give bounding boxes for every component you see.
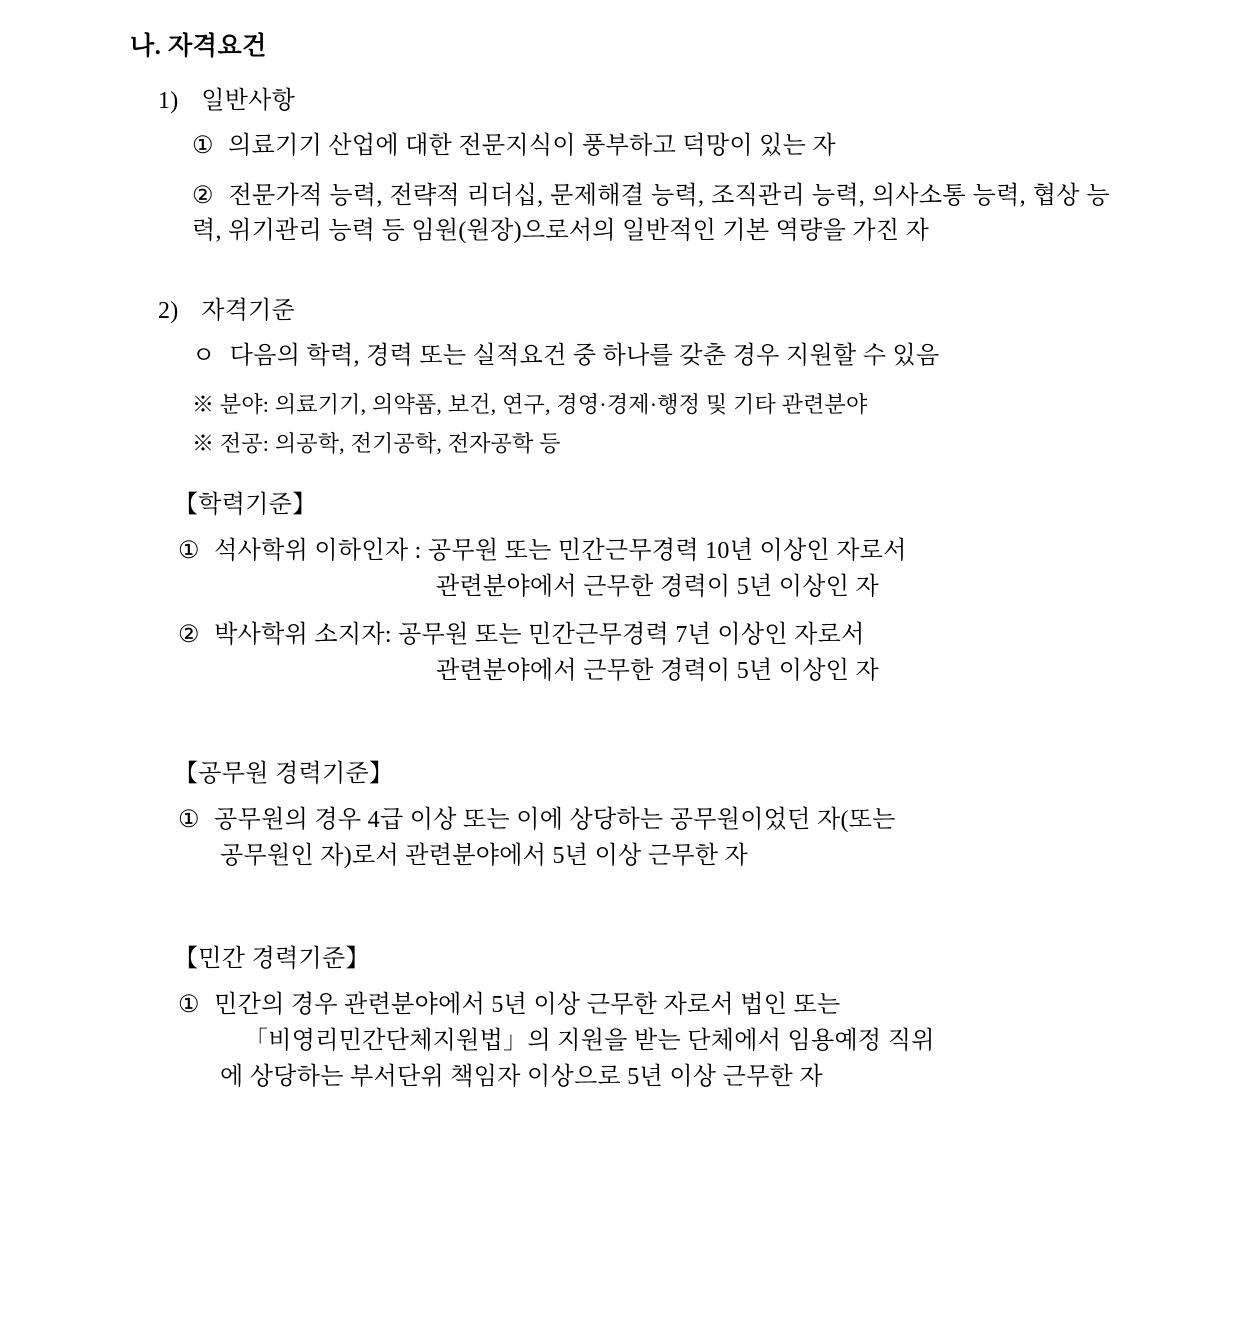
- education-item-line1: 박사학위 소지자: 공무원 또는 민간근무경력 7년 이상인 자로서: [214, 622, 865, 649]
- private-career-item: [178, 987, 1180, 1095]
- criteria-lead-text: 다음의 학력, 경력 또는 실적요건 중 하나를 갖춘 경우 지원할 수 있음: [229, 342, 940, 369]
- list-marker: ②: [178, 622, 200, 649]
- subsection-criteria-number: 2): [158, 297, 179, 324]
- list-item-text: 전문가적 능력, 전략적 리더십, 문제해결 능력, 조직관리 능력, 의사소통 능력, 협상 능력, 위기관리 능력 등 임원(원장)으로서의 일반적인 기본 역량을 가진 자: [192, 182, 1110, 245]
- spacer: [130, 886, 1180, 912]
- criteria-note: ※ 분야: 의료기기, 의약품, 보건, 연구, 경영·경제·행정 및 기타 관련분야: [192, 392, 868, 418]
- subsection-criteria: [158, 290, 1180, 325]
- list-item-text: 의료기기 산업에 대한 전문지식이 풍부하고 덕망이 있는 자: [228, 133, 836, 159]
- private-career-item-line2: 「비영리민간단체지원법」의 지원을 받는 단체에서 임용예정 직위: [244, 1028, 935, 1055]
- public-career-heading: 【공무원 경력기준】: [174, 761, 394, 788]
- private-career-item-line3: 에 상당하는 부서단위 책임자 이상으로 5년 이상 근무한 자: [220, 1064, 823, 1091]
- education-item: [178, 533, 1180, 605]
- spacer: [130, 264, 1180, 290]
- private-career-item-line1: 민간의 경우 관련분야에서 5년 이상 근무한 자로서 법인 또는: [214, 992, 841, 1019]
- public-career-item-line1: 공무원의 경우 4급 이상 또는 이에 상당하는 공무원이었던 자(또는: [214, 807, 896, 834]
- spacer: [130, 701, 1180, 727]
- education-heading: 【학력기준】: [174, 492, 317, 519]
- list-marker: ①: [192, 133, 214, 159]
- education-item-line2: 관련분야에서 근무한 경력이 5년 이상인 자: [436, 574, 880, 601]
- subsection-general-number: 1): [158, 88, 179, 114]
- education-item-line2: 관련분야에서 근무한 경력이 5년 이상인 자: [436, 658, 880, 685]
- public-career-item: [178, 802, 1180, 874]
- list-marker: ①: [178, 992, 200, 1019]
- list-marker: ㅇ: [192, 342, 216, 369]
- list-marker: ①: [178, 538, 200, 565]
- list-marker: ②: [192, 182, 214, 209]
- subsection-general: [158, 80, 1180, 115]
- private-career-heading: 【민간 경력기준】: [174, 946, 370, 973]
- subsection-criteria-title: 자격기준: [201, 297, 296, 324]
- subsection-general-title: 일반사항: [201, 88, 296, 114]
- list-item: [192, 179, 1180, 250]
- criteria-note: ※ 전공: 의공학, 전기공학, 전자공학 등: [192, 431, 561, 457]
- education-item-line1: 석사학위 이하인자 : 공무원 또는 민간근무경력 10년 이상인 자로서: [214, 538, 907, 565]
- public-career-item-line2: 공무원인 자)로서 관련분야에서 5년 이상 근무한 자: [220, 843, 749, 870]
- page-title: 나. 자격요건: [130, 33, 267, 60]
- list-marker: ①: [178, 807, 200, 834]
- criteria-lead: [192, 339, 1180, 375]
- education-item: [178, 617, 1180, 689]
- list-item: [192, 129, 1180, 165]
